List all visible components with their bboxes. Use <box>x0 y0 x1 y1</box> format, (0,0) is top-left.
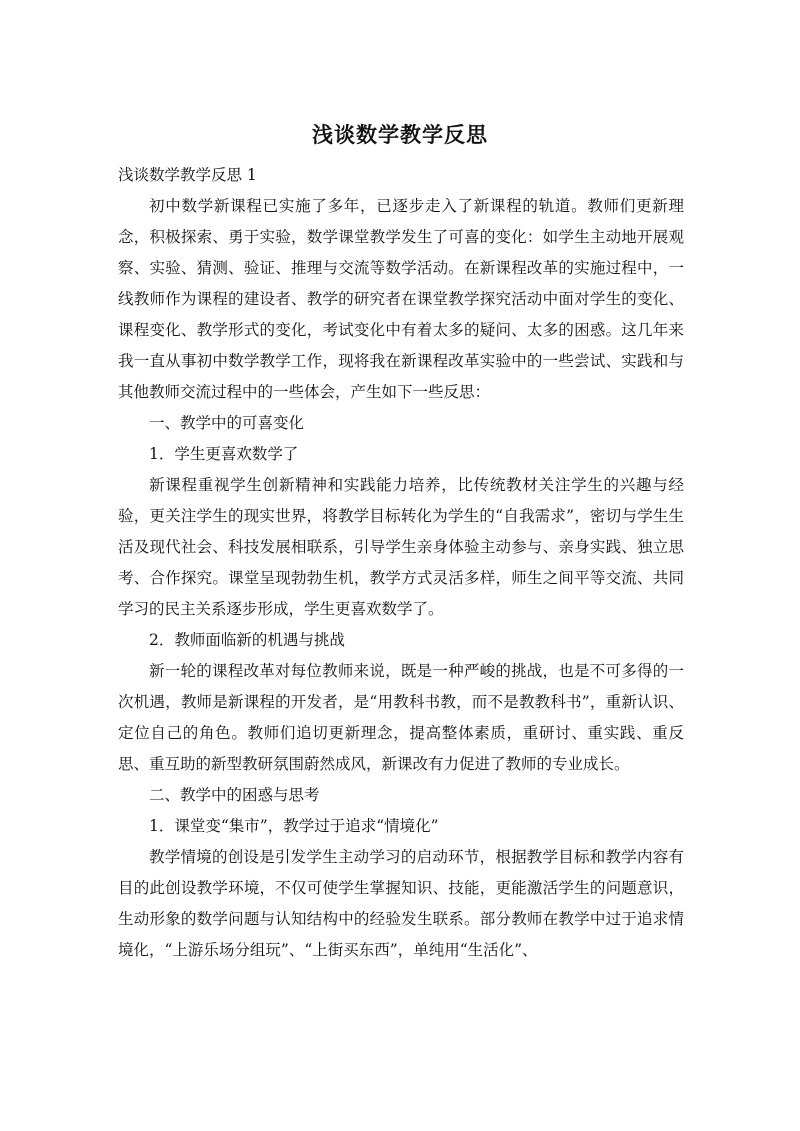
section-subtitle: 浅谈数学教学反思 1 <box>118 166 257 184</box>
document-body <box>118 160 684 966</box>
subsection-heading: 2．教师面临新的机遇与挑战 <box>149 631 345 649</box>
paragraph: 教学情境的创设是引发学生主动学习的启动环节，根据教学目标和教学内容有目的此创设教学环境，不仅可使学生掌握知识、技能，更能激活学生的问题意识，生动形象的数学问题与认知结构中的经验发生联系。部分教师在教学中过于追求情境化，“上游乐场分组玩”、“上街买东西”，单纯用“生活化”、 <box>118 848 684 959</box>
subsection-heading: 1．课堂变“集市”，教学过于追求“情境化” <box>149 817 439 835</box>
paragraph: 新一轮的课程改革对每位教师来说，既是一种严峻的挑战，也是不可多得的一次机遇，教师是新课程的开发者，是“用教科书教，而不是教教科书”，重新认识、定位自己的角色。教师们追切更新理念，提高整体素质，重研讨、重实践、重反思、重互助的新型教研氛围蔚然成风，新课改有力促进了教师的专业成长。 <box>118 662 684 773</box>
paragraph: 初中数学新课程已实施了多年，已逐步走入了新课程的轨道。教师们更新理念，积极探索、勇于实验，数学课堂教学发生了可喜的变化：如学生主动地开展观察、实验、猜测、验证、推理与交流等数学活动。在新课程改革的实施过程中，一线教师作为课程的建设者、教学的研究者在课堂教学探究活动中面对学生的变化、课程变化、教学形式的变化，考试变化中有着太多的疑问、太多的困惑。这几年来我一直从事初中数学教学工作，现将我在新课程改革实验中的一些尝试、实践和与其他教师交流过程中的一些体会，产生如下一些反思： <box>118 197 684 401</box>
section-heading: 一、教学中的可喜变化 <box>149 414 305 432</box>
subsection-heading: 1．学生更喜欢数学了 <box>149 445 299 463</box>
document-title: 浅谈数学教学反思 <box>312 123 488 147</box>
section-heading: 二、教学中的困惑与思考 <box>149 786 320 804</box>
paragraph: 新课程重视学生创新精神和实践能力培养，比传统教材关注学生的兴趣与经验，更关注学生的现实世界，将教学目标转化为学生的“自我需求”，密切与学生生活及现代社会、科技发展相联系，引导学生亲身体验主动参与、亲身实践、独立思考、合作探究。课堂呈现勃勃生机，教学方式灵活多样，师生之间平等交流、共同学习的民主关系逐步形成，学生更喜欢数学了。 <box>118 476 684 618</box>
